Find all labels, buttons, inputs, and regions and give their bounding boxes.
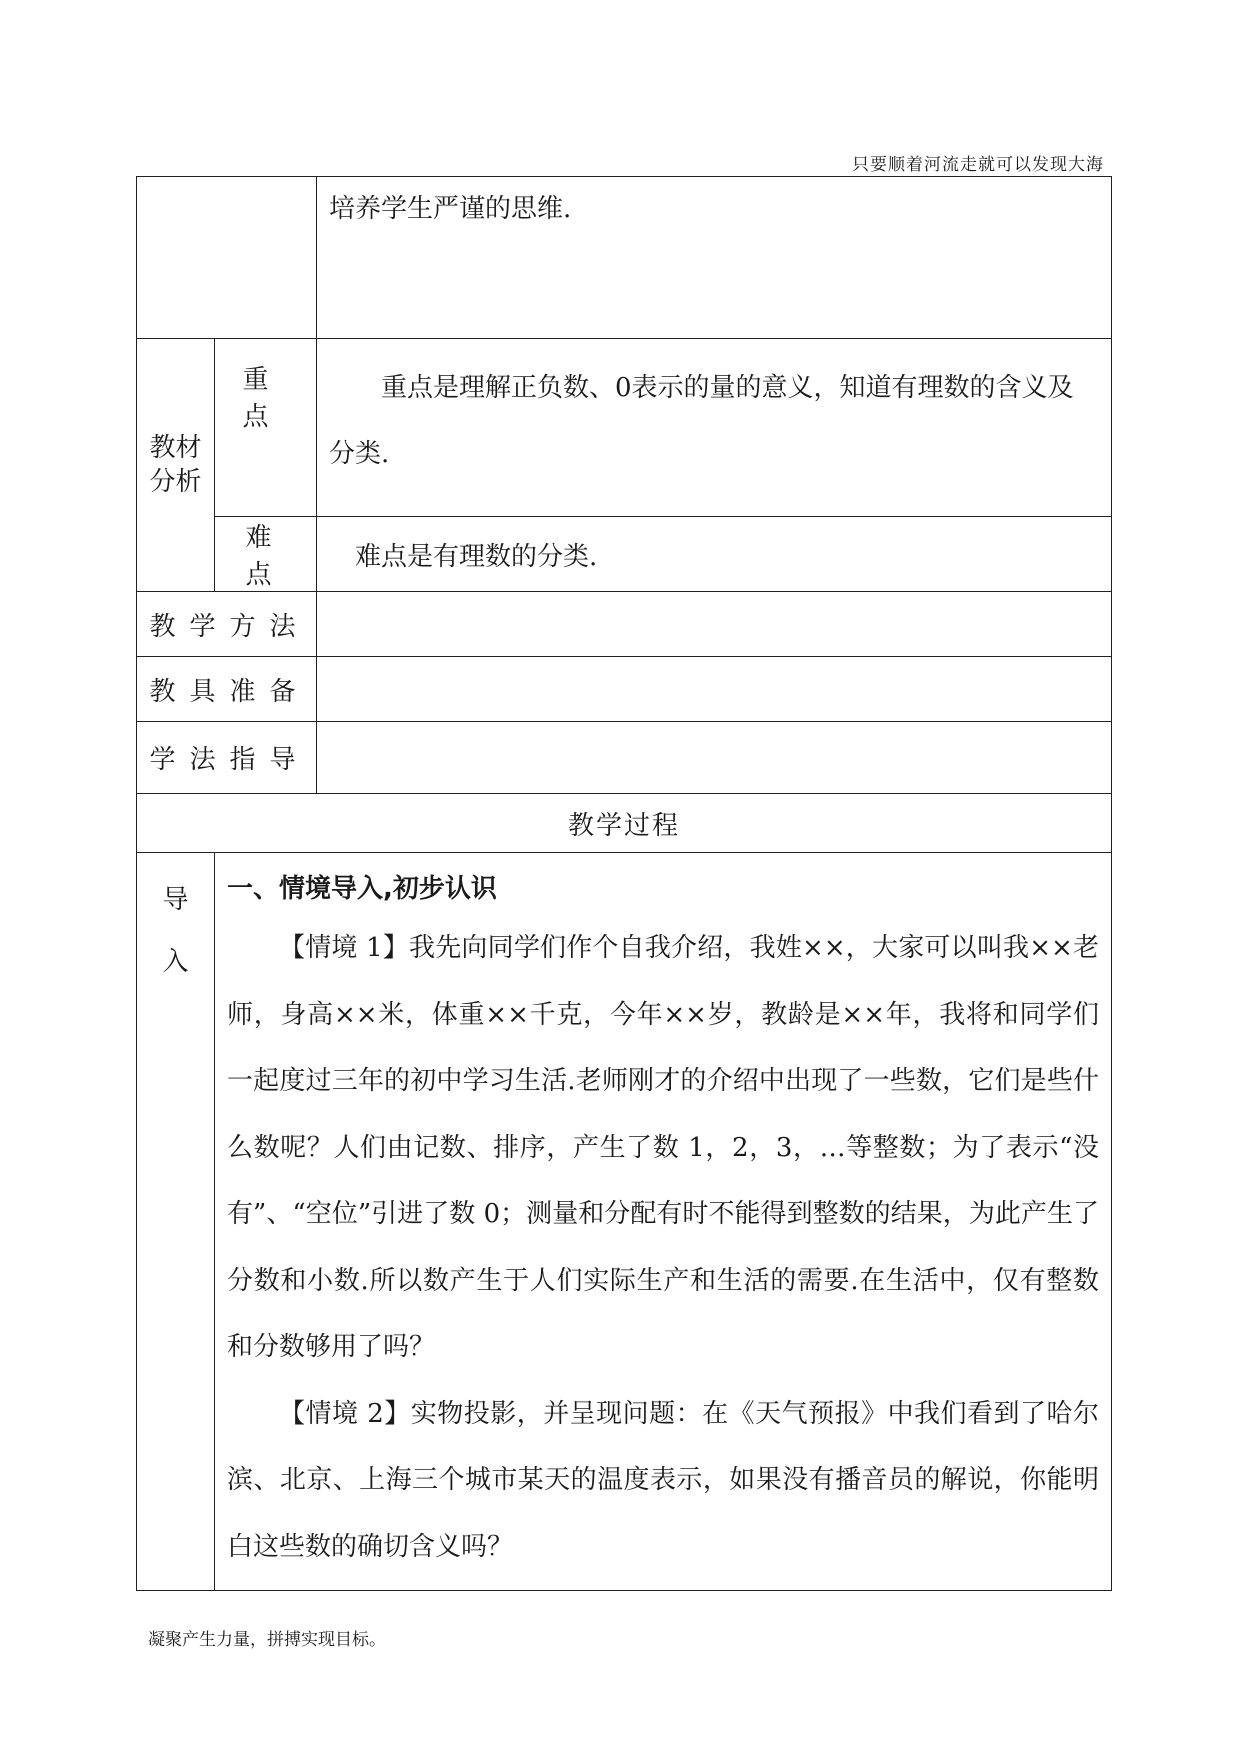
intro-label-cell (137, 853, 215, 1591)
difficulty-row (137, 517, 1112, 592)
goal-row (137, 177, 1112, 339)
study-guide-label: 学法指导 (137, 722, 317, 794)
teaching-tools-row (137, 657, 1112, 722)
teaching-method-row (137, 592, 1112, 657)
process-title-row (137, 794, 1112, 853)
goal-cell (317, 177, 1112, 339)
teaching-method-label: 教学方法 (137, 592, 317, 657)
page-footer: 凝聚产生力量，拼搏实现目标。 (148, 1630, 386, 1650)
teaching-tools-value (317, 657, 1112, 722)
page-header: 只要顺着河流走就可以发现大海 (852, 155, 1104, 175)
analysis-label-cell (137, 339, 215, 592)
difficulty-text: 难点是有理数的分类. (355, 541, 598, 572)
study-guide-row (137, 722, 1112, 794)
intro-label-1: 导 (162, 885, 189, 915)
process-title: 教学过程 (137, 794, 1112, 853)
intro-content (215, 853, 1111, 1590)
key-point-text: 重点是理解正负数、0表示的量的意义，知道有理数的含义及分类. (329, 373, 1074, 469)
difficulty-label: 难 点 (215, 517, 317, 592)
teaching-method-value (317, 592, 1112, 657)
study-guide-value (317, 722, 1112, 794)
lesson-plan-table (136, 176, 1112, 1591)
key-point-row (137, 339, 1112, 517)
scenario-2-paragraph: 【情境 2】实物投影，并呈现问题：在《天气预报》中我们看到了哈尔滨、北京、上海三个城市某天的温度表示，如果没有播音员的解说，你能明白这些数的确切含义吗？ (227, 1398, 1099, 1562)
section-heading: 一、情境导入,初步认识 (227, 874, 497, 904)
intro-row (137, 853, 1112, 1591)
intro-content-cell (215, 853, 1112, 1591)
scenario-1-paragraph: 【情境 1】我先向同学们作个自我介绍，我姓××，大家可以叫我××老师，身高××米，体重××千克，今年××岁，教龄是××年，我将和同学们一起度过三年的初中学习生活.老师刚才的介绍中出现了一些数，它们是些什么数呢？人们由记数、排序，产生了数 1，2，3，…等整数；为了表示“没有”、“空位”引进了数 0；测量和分配有时不能得到整数的结果，为此产生了分数和小数.所以数产生于人们实际生产和生活的需要.在生活中，仅有整数和分数够用了吗？ (227, 933, 1099, 1362)
teaching-tools-label: 教具准备 (137, 657, 317, 722)
goal-label-cell (137, 177, 317, 339)
intro-label-2: 入 (162, 947, 189, 977)
key-point-cell (317, 339, 1112, 517)
key-point-label: 重 点 (215, 339, 317, 517)
goal-text: 培养学生严谨的思维. (329, 194, 572, 224)
analysis-label: 教材分析 (149, 433, 202, 497)
difficulty-cell (317, 517, 1112, 592)
